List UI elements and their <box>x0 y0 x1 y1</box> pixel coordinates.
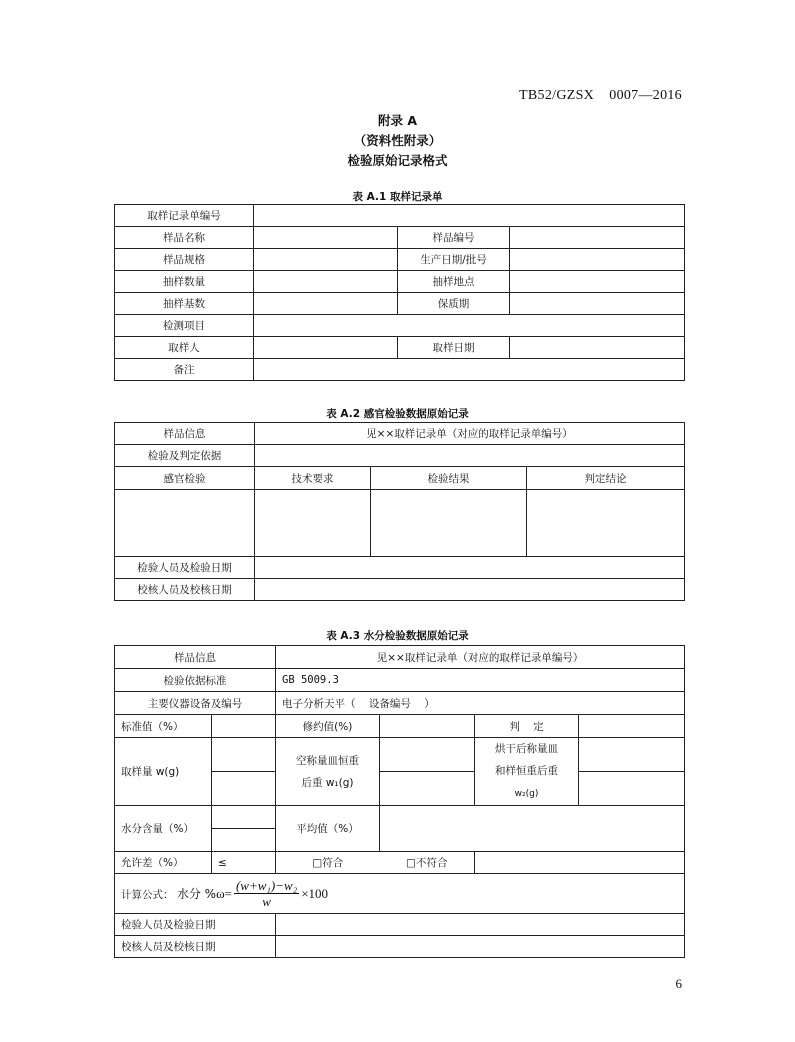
qty-value[interactable] <box>254 271 398 293</box>
formula-fraction <box>234 878 299 909</box>
tolerance-spacer <box>475 852 685 874</box>
table-a3-caption: 表 A.3 水分检验数据原始记录 <box>326 630 469 642</box>
table-a2-caption: 表 A.2 感官检验数据原始记录 <box>326 408 469 420</box>
table-a1 <box>114 204 685 381</box>
sample-weight-cell-2[interactable] <box>212 772 276 806</box>
average-value[interactable] <box>380 806 685 852</box>
empty-weight-label <box>276 738 380 806</box>
shelf-label: 保质期 <box>398 293 510 315</box>
record-no-value[interactable] <box>254 205 685 227</box>
dried-weight-line3: w₂(g) <box>514 789 539 799</box>
std-value: GB 5009.3 <box>276 669 685 692</box>
empty-weight-line1: 空称量皿恒重 <box>296 754 359 767</box>
col-sensory: 感官检验 <box>115 467 255 490</box>
appendix-title: 附录 A <box>377 113 418 128</box>
moisture-formula <box>177 878 328 909</box>
pass-checkbox[interactable]: □符合 <box>276 852 380 874</box>
moisture-label: 水分含量（%） <box>115 806 212 852</box>
formula-numerator: (w+w₁)−w₂ <box>235 878 298 893</box>
prod-date-label: 生产日期/批号 <box>398 249 510 271</box>
info-label: 样品信息 <box>115 646 276 669</box>
dried-weight-cell-2[interactable] <box>579 772 685 806</box>
empty-weight-cell-1[interactable] <box>380 738 475 772</box>
page-number: 6 <box>675 976 682 991</box>
table-a2 <box>114 422 685 601</box>
info-value: 见××取样记录单（对应的取样记录单编号） <box>255 423 685 445</box>
col-result: 检验结果 <box>371 467 527 490</box>
basis-value[interactable] <box>255 445 685 467</box>
standard-number: TB52/GZSX 0007—2016 <box>519 88 682 103</box>
items-label: 检测项目 <box>115 315 254 337</box>
std-label: 检验依据标准 <box>115 669 276 692</box>
dried-weight-cell-1[interactable] <box>579 738 685 772</box>
sampler-value[interactable] <box>254 337 398 359</box>
table-a3 <box>114 645 685 958</box>
spec-label: 样品规格 <box>115 249 254 271</box>
equip-label: 主要仪器设备及编号 <box>115 692 276 715</box>
formula-tail: ×100 <box>301 885 329 901</box>
appendix-subtitle: 检验原始记录格式 <box>347 153 448 168</box>
requirement-cell[interactable] <box>255 490 371 557</box>
sampler-label: 取样人 <box>115 337 254 359</box>
sample-name-label: 样品名称 <box>115 227 254 249</box>
place-value[interactable] <box>510 271 685 293</box>
checker-value[interactable] <box>255 579 685 601</box>
place-label: 抽样地点 <box>398 271 510 293</box>
checker-label: 校核人员及校核日期 <box>115 936 276 958</box>
sample-name-value[interactable] <box>254 227 398 249</box>
average-label: 平均值（%） <box>276 806 380 852</box>
sample-code-label: 样品编号 <box>398 227 510 249</box>
info-label: 样品信息 <box>115 423 255 445</box>
formula-label: 计算公式： <box>121 889 174 901</box>
formula-omega: ω= <box>216 885 232 901</box>
spec-value[interactable] <box>254 249 398 271</box>
sample-date-value[interactable] <box>510 337 685 359</box>
sample-weight-cell-1[interactable] <box>212 738 276 772</box>
shelf-value[interactable] <box>510 293 685 315</box>
record-no-label: 取样记录单编号 <box>115 205 254 227</box>
sample-code-value[interactable] <box>510 227 685 249</box>
formula-cell <box>115 874 685 914</box>
sample-weight-label: 取样量 w(g) <box>115 738 212 806</box>
dried-weight-label <box>475 738 579 806</box>
basis-label: 检验及判定依据 <box>115 445 255 467</box>
remark-value[interactable] <box>254 359 685 381</box>
result-cell[interactable] <box>371 490 527 557</box>
judge-label: 判 定 <box>475 715 579 738</box>
qty-label: 抽样数量 <box>115 271 254 293</box>
inspector-label: 检验人员及检验日期 <box>115 914 276 936</box>
standard-value-label: 标准值（%） <box>115 715 212 738</box>
moisture-cell-1[interactable] <box>212 806 276 829</box>
equip-value: 电子分析天平（ 设备编号 ） <box>276 692 685 715</box>
checker-value[interactable] <box>276 936 685 958</box>
info-value: 见××取样记录单（对应的取样记录单编号） <box>276 646 685 669</box>
dried-weight-line2: 和样恒重后重 <box>495 765 558 777</box>
formula-lhs: 水分 % <box>176 887 217 901</box>
sensory-cell[interactable] <box>115 490 255 557</box>
judge-cell[interactable] <box>579 715 685 738</box>
empty-weight-line2: 后重 w₁(g) <box>301 776 354 789</box>
inspector-value[interactable] <box>276 914 685 936</box>
sample-date-label: 取样日期 <box>398 337 510 359</box>
fail-checkbox[interactable]: □不符合 <box>380 852 475 874</box>
col-requirement: 技术要求 <box>255 467 371 490</box>
appendix-nature: （资料性附录） <box>353 133 442 148</box>
checker-label: 校核人员及校核日期 <box>115 579 255 601</box>
base-value[interactable] <box>254 293 398 315</box>
base-label: 抽样基数 <box>115 293 254 315</box>
dried-weight-line1: 烘干后称量皿 <box>495 743 558 755</box>
standard-value-cell[interactable] <box>212 715 276 738</box>
inspector-label: 检验人员及检验日期 <box>115 557 255 579</box>
inspector-value[interactable] <box>255 557 685 579</box>
empty-weight-cell-2[interactable] <box>380 772 475 806</box>
rounded-cell[interactable] <box>380 715 475 738</box>
conclusion-cell[interactable] <box>527 490 685 557</box>
rounded-label: 修约值(%) <box>276 715 380 738</box>
formula-denominator: w <box>262 894 271 909</box>
table-a1-caption: 表 A.1 取样记录单 <box>352 191 443 203</box>
col-conclusion: 判定结论 <box>527 467 685 490</box>
le-symbol: ≤ <box>212 852 276 874</box>
remark-label: 备注 <box>115 359 254 381</box>
items-value[interactable] <box>254 315 685 337</box>
moisture-cell-2[interactable] <box>212 829 276 852</box>
tolerance-label: 允许差（%） <box>115 852 212 874</box>
prod-date-value[interactable] <box>510 249 685 271</box>
